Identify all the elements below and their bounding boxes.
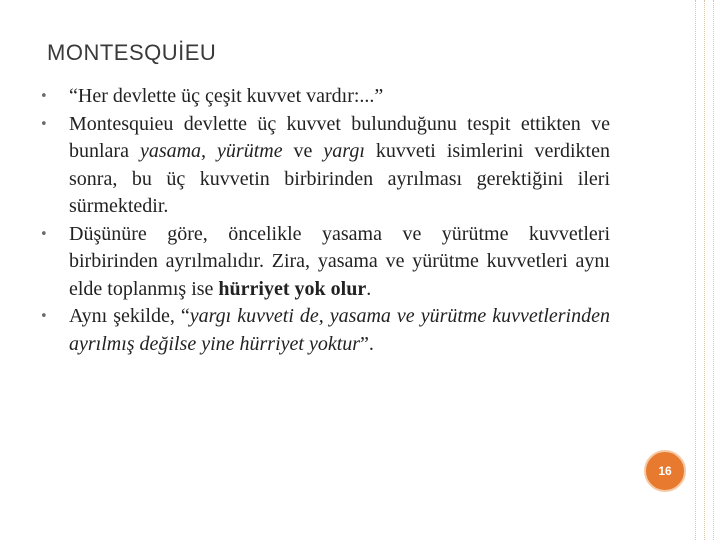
bullet-dot-icon: • xyxy=(40,89,48,104)
bullet-text: . xyxy=(366,277,372,300)
bullet-item xyxy=(40,83,610,111)
page-number-badge: 16 xyxy=(644,450,686,492)
bullet-text: kuvveti isimlerini verdikten sonra, bu üç kuvvetin birbirinden ayrılması gerektiğini ileri sürmektedir. xyxy=(69,140,610,217)
bullet-text: yargı xyxy=(323,140,365,162)
decorative-border-line xyxy=(704,0,705,540)
bullet-dot-icon: • xyxy=(40,226,48,242)
bullet-text: hürriyet yok olur xyxy=(218,277,367,300)
bullet-list xyxy=(40,83,610,358)
decorative-border-line xyxy=(713,0,714,540)
bullet-text: Düşünüre göre, öncelikle yasama ve yürütme kuvvetleri birbirinden ayrılmalıdır. Zira, yasama ve yürütme kuvvetleri aynı elde toplanmış ise xyxy=(69,222,610,300)
bullet-dot-icon: • xyxy=(40,309,48,324)
bullet-text: “Her devlette üç çeşit kuvvet vardır:...” xyxy=(69,85,384,107)
decorative-border-line xyxy=(695,0,696,540)
bullet-dot-icon: • xyxy=(40,116,48,132)
bullet-text: ve xyxy=(282,140,324,162)
bullet-text: ”. xyxy=(360,332,374,355)
bullet-text: yargı kuvveti de, yasama ve yürütme kuvvetlerinden ayrılmış değilse yine hürriyet yoktur xyxy=(69,305,610,355)
slide-title: MONTESQUİEU xyxy=(47,40,217,65)
bullet-item xyxy=(40,111,610,221)
bullet-text: Aynı şekilde, “ xyxy=(69,305,190,327)
bullet-text: Montesquieu devlette üç kuvvet bulunduğunu tespit ettikten ve bunlara xyxy=(69,112,610,162)
bullet-item xyxy=(40,221,610,304)
bullet-text: yasama, yürütme xyxy=(139,140,283,162)
bullet-item xyxy=(40,303,610,358)
